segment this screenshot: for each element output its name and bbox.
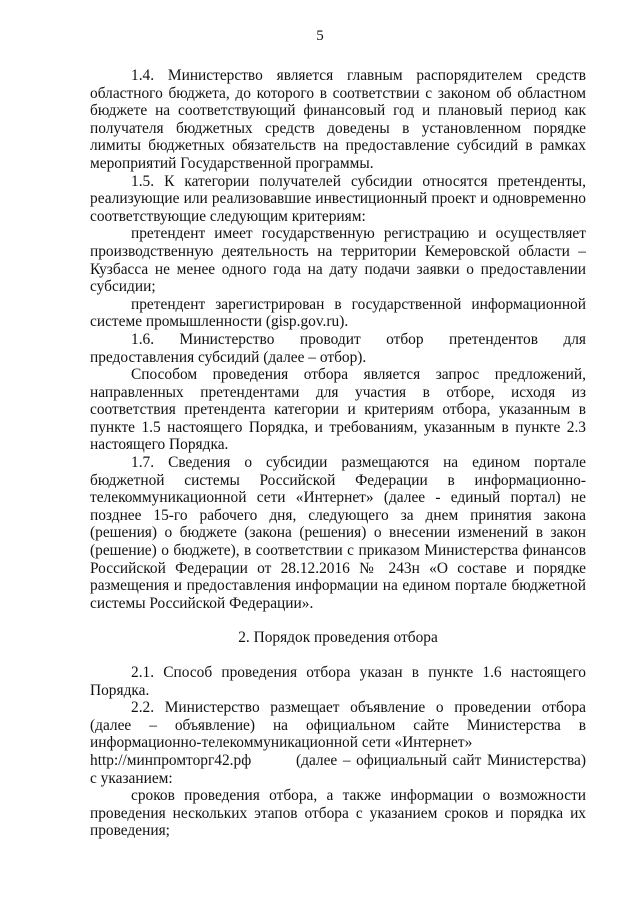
document-body bbox=[90, 67, 586, 840]
paragraph-1-5-criterion-2: претендент зарегистрирован в государственной информационной системе промышленности (gisp.gov.ru). bbox=[90, 295, 586, 331]
paragraph-1-6: 1.6. Министерство проводит отбор претендентов для предоставления субсидий (далее – отбор). bbox=[90, 330, 586, 366]
paragraph-1-6-method: Способом проведения отбора является запрос предложений, направленных претендентами для участия в отборе, исходя из соответствия претендента категории и критериям отбора, указанным в пункте 1.5 настоящего Порядка, и требованиям, указанным в пункте 2.3 настоящего Порядка. bbox=[90, 366, 586, 454]
paragraph-2-2-link-line bbox=[90, 752, 586, 787]
paragraph-2-1: 2.1. Способ проведения отбора указан в пункте 1.6 настоящего Порядка. bbox=[90, 664, 586, 699]
paragraph-2-2: 2.2. Министерство размещает объявление о проведении отбора (далее – объявление) на официальном сайте Министерства в информационно-телекоммуникационной сети «Интернет» bbox=[90, 699, 586, 752]
ministry-site-url: http://минпромторг42.рф bbox=[90, 751, 252, 769]
ministry-site-note: (далее – официальный сайт Министерства) с указанием: bbox=[90, 751, 586, 787]
page-number: 5 bbox=[316, 28, 324, 44]
paragraph-2-2-item-1: сроков проведения отбора, а также информации о возможности проведения нескольких этапов отбора с указанием сроков и порядка их проведения; bbox=[90, 787, 586, 840]
paragraph-1-5: 1.5. К категории получателей субсидии относятся претенденты, реализующие или реализовавшие инвестиционный проект и одновременно соответствующие следующим критериям: bbox=[90, 172, 586, 225]
paragraph-1-7: 1.7. Сведения о субсидии размещаются на едином портале бюджетной системы Российской Федерации в информационно-телекоммуникационной сети «Интернет» (далее - единый портал) не позднее 15-го рабочего дня, следующего за днем принятия закона (решения) о бюджете (закона (решения) о внесении изменений в закон (решение) о бюджете), в соответствии с приказом Министерства финансов Российской Федерации от 28.12.2016 № 243н «О составе и порядке размещения и предоставления информации на едином портале бюджетной системы Российской Федерации». bbox=[90, 454, 586, 612]
paragraph-1-5-criterion-1: претендент имеет государственную регистрацию и осуществляет производственную деятельность на территории Кемеровской области – Кузбасса не менее одного года на дату подачи заявки о предоставлении субсидии; bbox=[90, 225, 586, 296]
section-heading: 2. Порядок проведения отбора bbox=[238, 629, 438, 647]
paragraph-1-4: 1.4. Министерство является главным распорядителем средств областного бюджета, до которого в соответствии с законом об областном бюджете на соответствующий финансовый год и плановый период как получателя бюджетных средств доведены в установленном порядке лимиты бюджетных обязательств на предоставление субсидий в рамках мероприятий Государственной программы. bbox=[90, 67, 586, 172]
